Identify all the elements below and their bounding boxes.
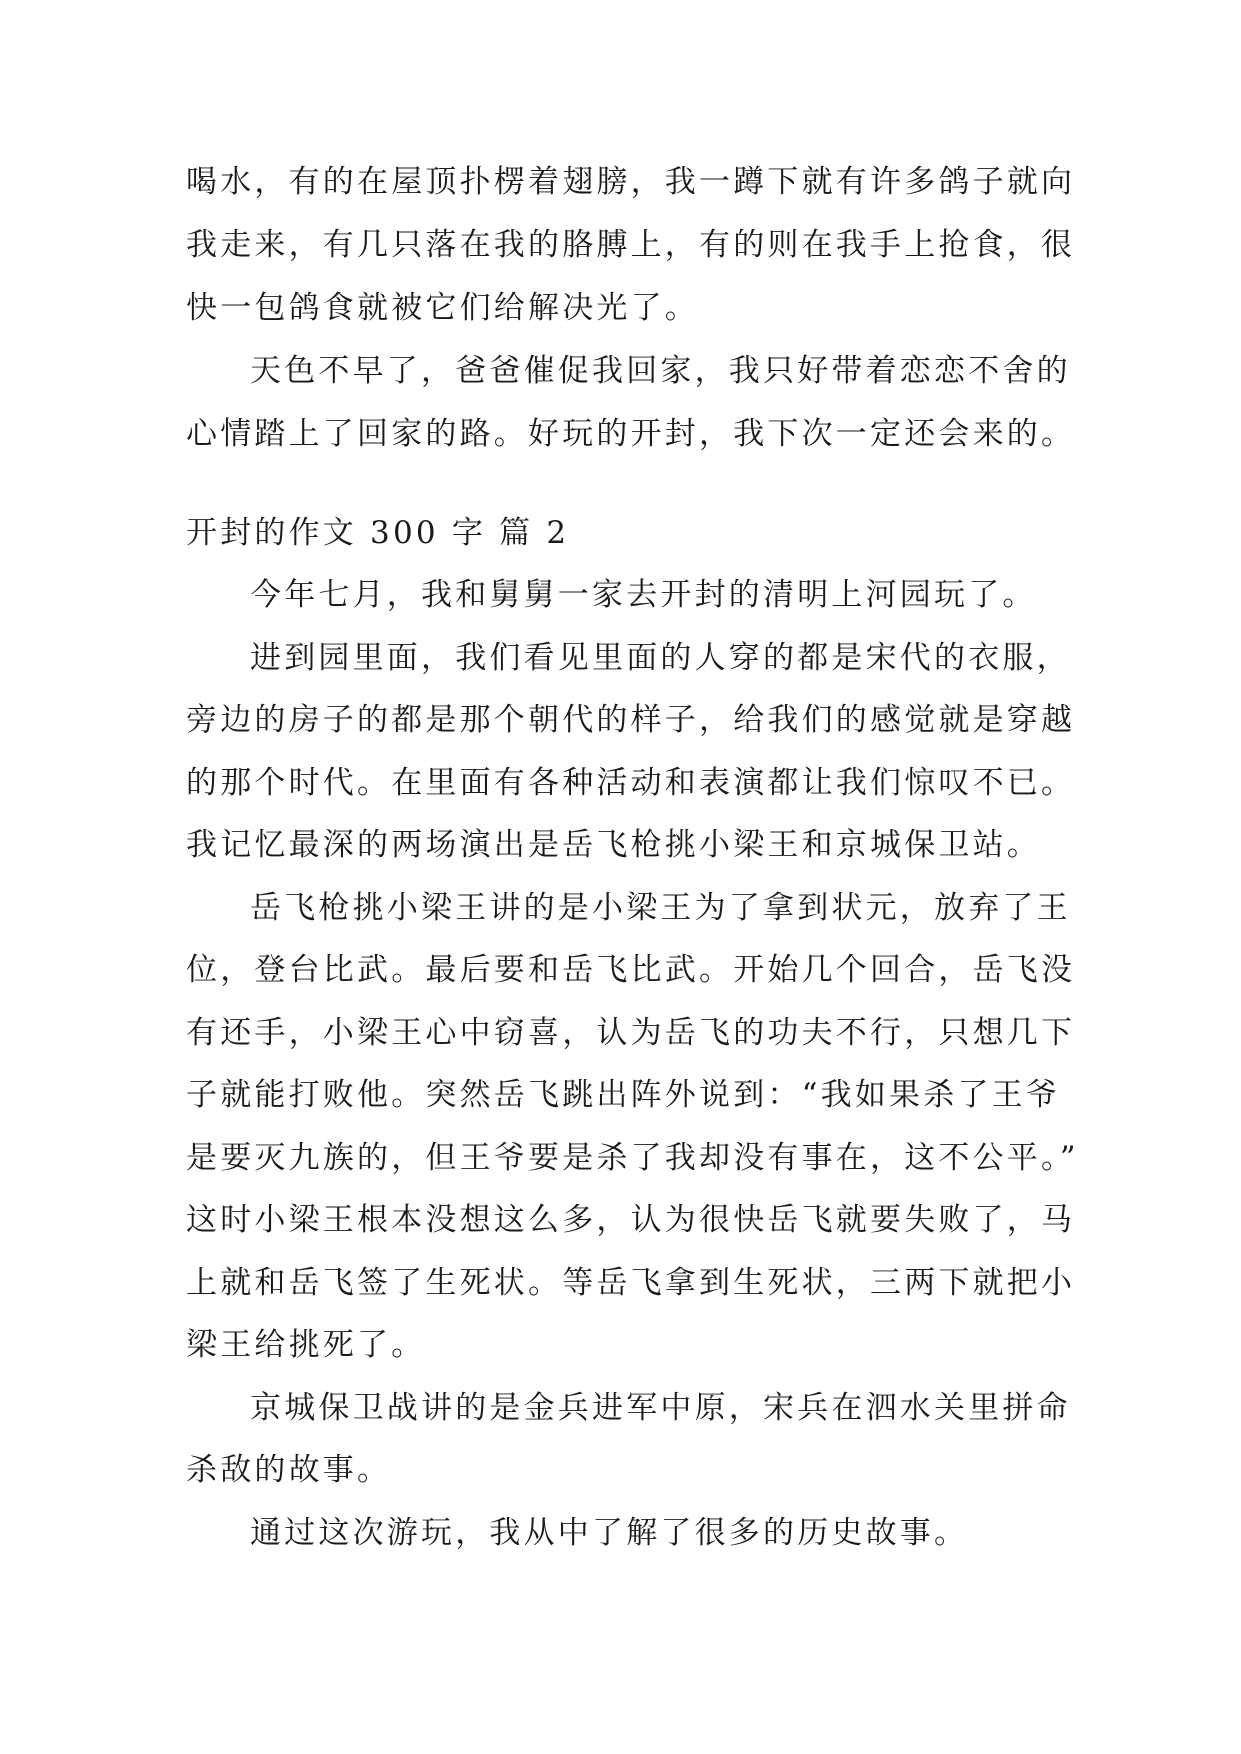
section-heading: 开封的作文 300 字 篇 2 <box>186 515 570 551</box>
paragraph-first-line: 进到园里面，我们看见里面的人穿的都是宋代的衣服， <box>250 640 1071 676</box>
body-text-line: 位，登台比武。最后要和岳飞比武。开始几个回合，岳飞没 <box>186 952 1076 988</box>
body-text-line: 杀敌的故事。 <box>186 1452 392 1488</box>
body-text-line: 子就能打败他。突然岳飞跳出阵外说到：“我如果杀了王爷 <box>186 1077 1061 1113</box>
paragraph-first-line: 通过这次游玩，我从中了解了很多的历史故事。 <box>250 1515 969 1551</box>
body-text-line: 我记忆最深的两场演出是岳飞枪挑小梁王和京城保卫站。 <box>186 827 1041 863</box>
body-text-line: 梁王给挑死了。 <box>186 1327 426 1363</box>
paragraph-first-line: 天色不早了，爸爸催促我回家，我只好带着恋恋不舍的 <box>250 353 1071 389</box>
body-text-line: 是要灭九族的，但王爷要是杀了我却没有事在，这不公平。” <box>186 1140 1079 1176</box>
body-text-line: 心情踏上了回家的路。好玩的开封，我下次一定还会来的。 <box>186 416 1076 452</box>
paragraph-first-line: 京城保卫战讲的是金兵进军中原，宋兵在泗水关里拼命 <box>250 1390 1071 1426</box>
body-text-line: 快一包鸽食就被它们给解决光了。 <box>186 290 699 326</box>
body-text-line: 喝水，有的在屋顶扑楞着翅膀，我一蹲下就有许多鸽子就向 <box>186 164 1076 200</box>
body-text-line: 这时小梁王根本没想这么多，认为很快岳飞就要失败了，马 <box>186 1202 1076 1238</box>
paragraph-first-line: 岳飞枪挑小梁王讲的是小梁王为了拿到状元，放弃了王 <box>250 890 1071 926</box>
body-text-line: 的那个时代。在里面有各种活动和表演都让我们惊叹不已。 <box>186 765 1076 801</box>
body-text-line: 我走来，有几只落在我的胳膊上，有的则在我手上抢食，很 <box>186 227 1076 263</box>
paragraph-first-line: 今年七月，我和舅舅一家去开封的清明上河园玩了。 <box>250 577 1037 613</box>
body-text-line: 有还手，小梁王心中窃喜，认为岳飞的功夫不行，只想几下 <box>186 1015 1076 1051</box>
body-text-line: 上就和岳飞签了生死状。等岳飞拿到生死状，三两下就把小 <box>186 1265 1076 1301</box>
body-text-line: 旁边的房子的都是那个朝代的样子，给我们的感觉就是穿越 <box>186 702 1076 738</box>
